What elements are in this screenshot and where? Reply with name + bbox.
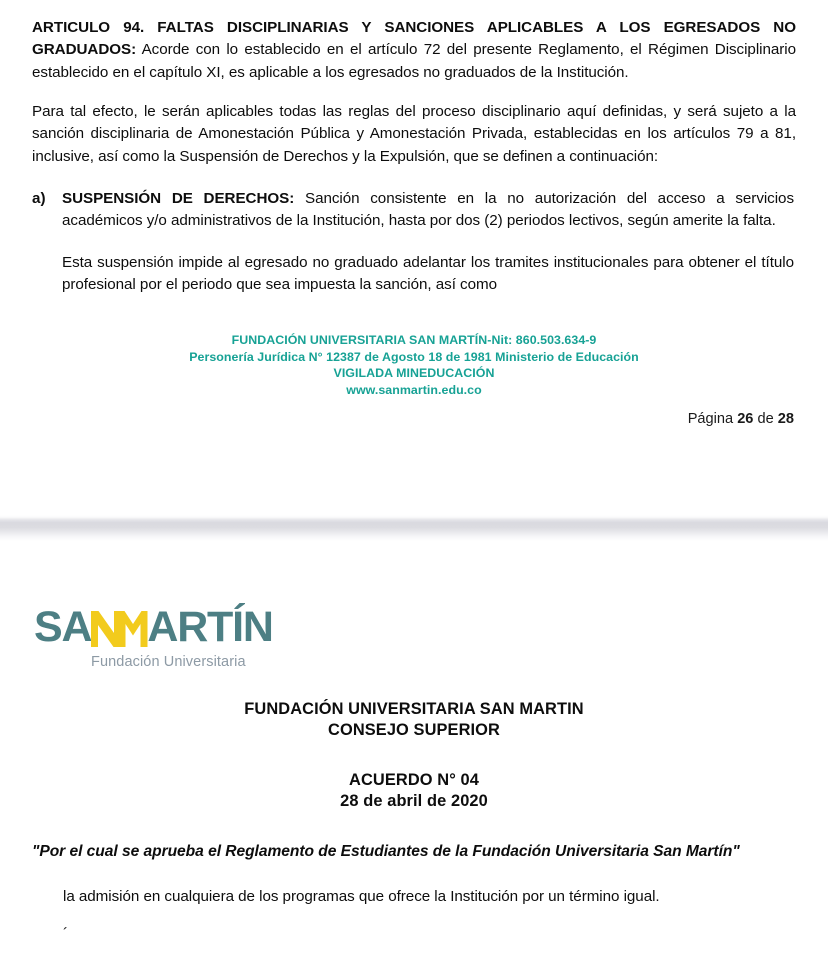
footer-line-vigilada: VIGILADA MINEDUCACIÓN [333,366,495,381]
list-item [32,188,796,296]
closing-paragraph: la admisión en cualquiera de los programas que ofrece la Institución por un término igual. [63,887,660,905]
sanmartin-logo [32,541,796,670]
suspension-sub-paragraph: Esta suspensión impide al egresado no graduado adelantar los tramites institucionales para obtener el título profesional por el periodo que sea impuesta la sanción, así como [62,253,794,294]
logo-text-left: SA [34,603,92,651]
footer-line-personeria: Personería Jurídica N° 12387 de Agosto 18 de 1981 Ministerio de Educación [189,349,639,364]
page-number [32,411,796,427]
list-item-marker: a) [32,190,46,208]
footer-line-website: www.sanmartin.edu.co [346,382,482,397]
footer-line-name-nit: FUNDACIÓN UNIVERSITARIA SAN MARTÍN-Nit: 860.503.634-9 [231,333,597,348]
institution-heading-line-2: CONSEJO SUPERIOR [328,721,500,740]
institution-heading [32,699,796,742]
page-separator [0,515,828,541]
suspension-paragraph [62,188,794,233]
page-number-prefix: Página [687,411,738,428]
clipped-next-line: ´ [63,925,69,943]
logo-text-right: ARTÍN [147,603,273,651]
article-94-body: Acorde con lo establecido en el artículo 72 del presente Reglamento, el Régimen Disciplinario establecido en el capítulo XI, es aplicable a los egresados no graduados de la Institución. [32,41,796,81]
logo-wordmark [34,605,796,649]
page-number-total: 28 [777,411,794,428]
suspension-body: Sanción consistente en la no autorización del acceso a servicios académicos y/o administrativos de la Institución, hasta por dos (2) periodos lectivos, según amerite la falta. [62,190,794,230]
article-94-heading: ARTICULO 94. FALTAS DISCIPLINARIAS Y SANCIONES APLICABLES A LOS EGRESADOS NO GRADUADOS: [32,19,796,59]
paragraph-two: Para tal efecto, le serán aplicables todas las reglas del proceso disciplinario aquí definidas, y será sujeto a la sanción disciplinaria de Amonestación Pública y Amonestación Privada, establecidas en los artículos 79 a 81, inclusive, así como la Suspensión de Derechos y la Expulsión, que se definen a continuación: [32,103,796,165]
page-number-middle: de [753,411,778,428]
acuerdo-title-quote: "Por el cual se aprueba el Reglamento de Estudiantes de la Fundación Universitaria San Martín" [32,843,740,861]
suspension-term: SUSPENSIÓN DE DERECHOS: [62,190,295,208]
logo-subtitle: Fundación Universitaria [91,654,246,670]
acuerdo-date: 28 de abril de 2020 [340,791,488,810]
list-item-body [62,188,794,296]
logo-nm-monogram-icon [90,611,148,647]
institutional-footer [32,332,796,398]
article-94-paragraph [32,0,796,84]
page-number-current: 26 [737,411,754,428]
institution-heading-line-1: FUNDACIÓN UNIVERSITARIA SAN MARTIN [244,700,584,718]
acuerdo-heading [32,770,796,813]
document-page-2 [0,541,828,962]
acuerdo-number: ACUERDO N° 04 [349,770,479,789]
